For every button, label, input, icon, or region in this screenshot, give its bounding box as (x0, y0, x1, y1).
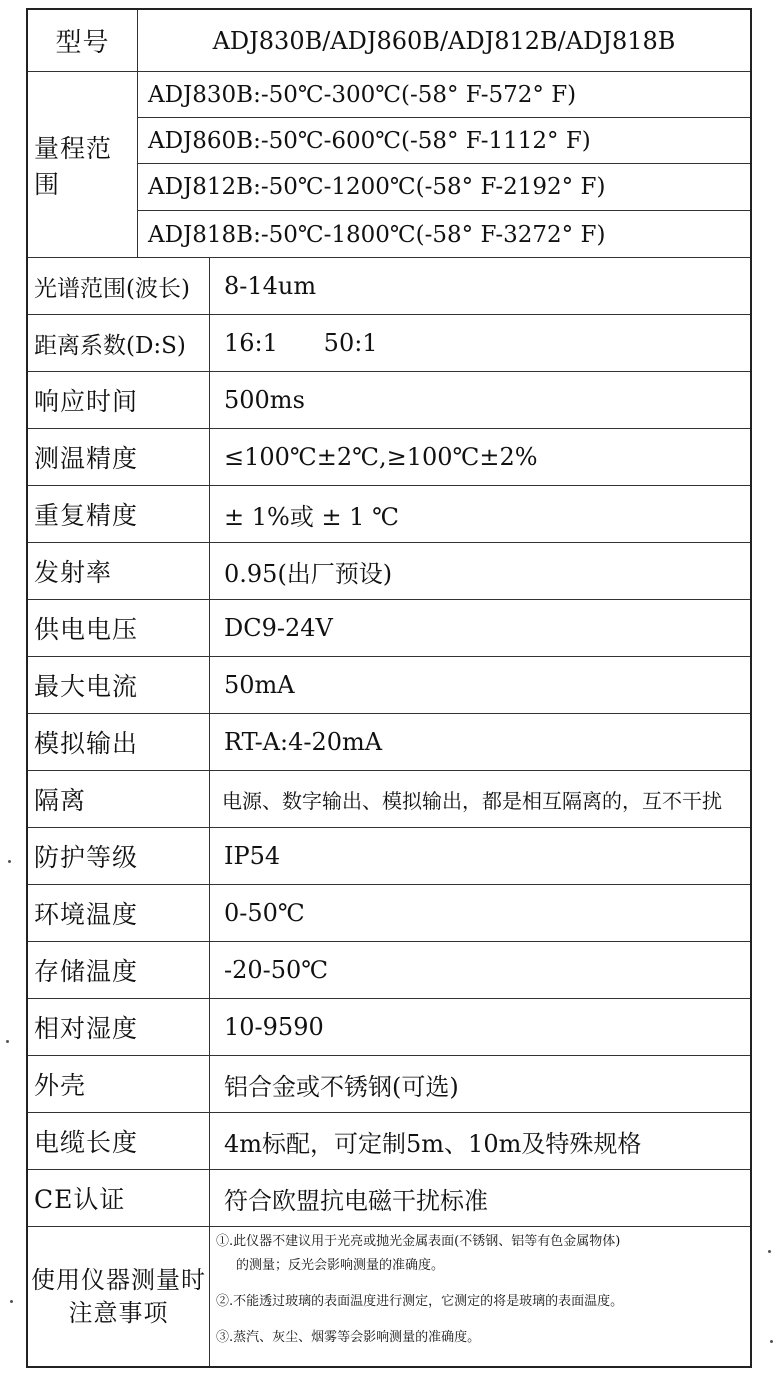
note-1-continued: 的测量；反光会影响测量的准确度。 (236, 1258, 445, 1273)
spec-label: 供电电压 (28, 600, 210, 656)
spec-label: 发射率 (28, 543, 210, 599)
range-item: ADJ830B:-50℃-300℃(-58° F-572° F) (138, 72, 750, 118)
spec-row (28, 885, 750, 942)
spec-row (28, 543, 750, 600)
spec-label: CE认证 (28, 1170, 210, 1226)
spec-value: 16:1 50:1 (224, 329, 378, 357)
spec-value: 铝合金或不锈钢(可选) (224, 1072, 459, 1101)
speck (6, 1040, 9, 1043)
spec-label: 存储温度 (28, 942, 210, 998)
spec-value: IP54 (224, 842, 281, 870)
spec-row (28, 258, 750, 315)
spec-row (28, 714, 750, 771)
spec-label: 重复精度 (28, 486, 210, 542)
spec-row (28, 1056, 750, 1113)
speck (8, 860, 11, 863)
spec-value: ≤100℃±2℃,≥100℃±2% (224, 443, 538, 471)
spec-value: 0-50℃ (224, 899, 305, 927)
spec-row (28, 1170, 750, 1227)
notes-label (28, 1227, 210, 1366)
notes-content (210, 1227, 750, 1366)
spec-label: 电缆长度 (28, 1113, 210, 1169)
spec-label: 最大电流 (28, 657, 210, 713)
range-label: 量程范围 (28, 72, 138, 257)
range-row (28, 72, 750, 258)
range-values (138, 72, 750, 257)
speck (770, 1340, 773, 1343)
spec-row (28, 942, 750, 999)
spec-row (28, 657, 750, 714)
model-row (28, 10, 750, 72)
spec-row (28, 771, 750, 828)
speck (10, 1300, 13, 1303)
spec-label: 响应时间 (28, 372, 210, 428)
spec-row (28, 1113, 750, 1170)
spec-value: -20-50℃ (224, 956, 329, 984)
note-2: ②.不能透过玻璃的表面温度进行测定，它测定的将是玻璃的表面温度。 (216, 1294, 624, 1309)
notes-label-line1: 使用仪器测量时 (31, 1266, 206, 1295)
model-label: 型号 (28, 10, 138, 71)
spec-value: RT-A:4-20mA (224, 728, 383, 756)
model-value: ADJ830B/ADJ860B/ADJ812B/ADJ818B (212, 26, 676, 55)
range-item: ADJ860B:-50℃-600℃(-58° F-1112° F) (138, 118, 750, 164)
spec-label: 防护等级 (28, 828, 210, 884)
speck (768, 1250, 771, 1253)
spec-value: 电源、数字输出、模拟输出，都是相互隔离的，互不干扰 (222, 788, 722, 813)
spec-row (28, 372, 750, 429)
spec-row (28, 486, 750, 543)
note-1: ①.此仪器不建议用于光亮或抛光金属表面(不锈钢、铝等有色金属物体) (216, 1234, 621, 1249)
spec-label: 模拟输出 (28, 714, 210, 770)
spec-row (28, 999, 750, 1056)
spec-row (28, 600, 750, 657)
spec-row (28, 315, 750, 372)
spec-label: 环境温度 (28, 885, 210, 941)
notes-row (28, 1227, 750, 1366)
spec-value: DC9-24V (224, 614, 333, 642)
spec-row (28, 828, 750, 885)
spec-value: 8-14um (224, 272, 317, 300)
notes-label-line2: 注意事项 (68, 1298, 169, 1327)
spec-value: 4m标配，可定制5m、10m及特殊规格 (224, 1129, 642, 1158)
spec-label: 相对湿度 (28, 999, 210, 1055)
spec-value: 符合欧盟抗电磁干扰标准 (224, 1186, 488, 1215)
range-item: ADJ812B:-50℃-1200℃(-58° F-2192° F) (138, 164, 750, 211)
spec-row (28, 429, 750, 486)
spec-label: 光谱范围(波长) (28, 258, 210, 314)
spec-label: 距离系数(D:S) (28, 315, 210, 371)
spec-value: 500ms (224, 386, 305, 414)
range-item: ADJ818B:-50℃-1800℃(-58° F-3272° F) (148, 221, 606, 248)
spec-value: 50mA (224, 671, 295, 699)
spec-value: 10-9590 (224, 1013, 324, 1041)
spec-table (26, 8, 752, 1368)
spec-label: 隔离 (28, 771, 210, 827)
spec-label: 外壳 (28, 1056, 210, 1112)
note-3: ③.蒸汽、灰尘、烟雾等会影响测量的准确度。 (216, 1330, 481, 1345)
spec-label: 测温精度 (28, 429, 210, 485)
spec-value: 0.95(出厂预设) (224, 559, 393, 588)
spec-value: ± 1%或 ± 1 ℃ (224, 502, 399, 531)
